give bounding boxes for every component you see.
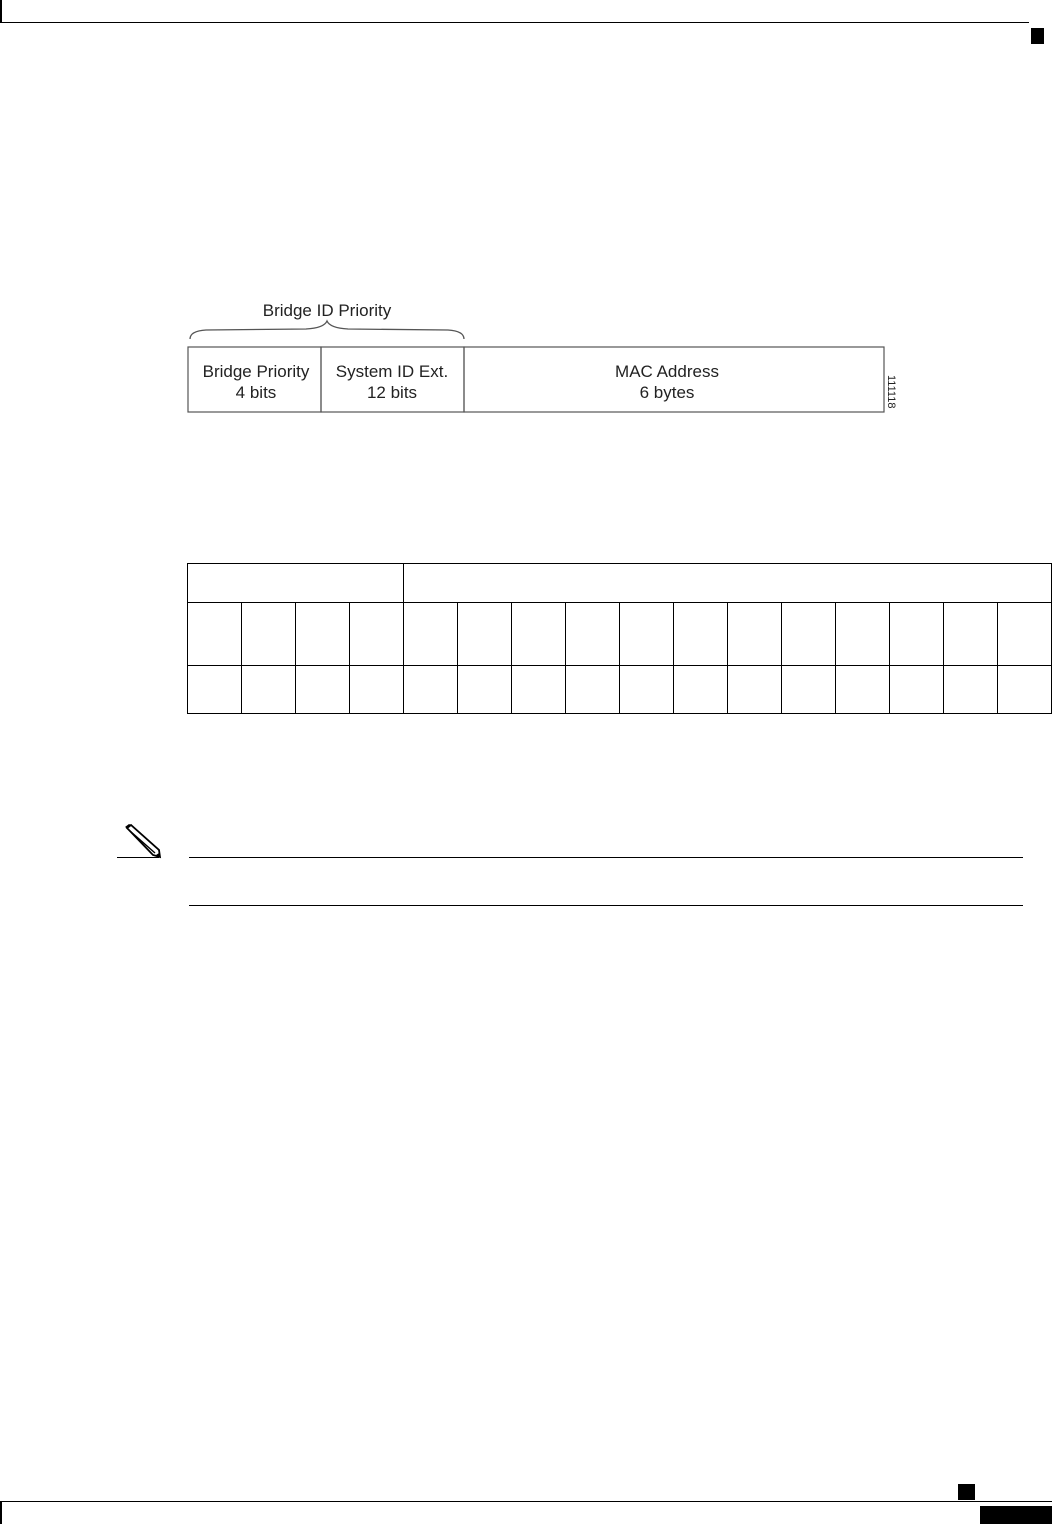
bit-cell [242, 603, 296, 666]
note-rule-bottom [189, 905, 1023, 906]
value-cell [944, 666, 998, 714]
bridge-id-figure [186, 295, 906, 420]
header-marker [1031, 28, 1044, 44]
value-cell [350, 666, 404, 714]
header-rule [0, 22, 1029, 23]
bit-cell [728, 603, 782, 666]
bit-cell [890, 603, 944, 666]
footer-rule [0, 1501, 1052, 1502]
brace-label: Bridge ID Priority [262, 301, 392, 320]
bit-cell [350, 603, 404, 666]
value-cell [404, 666, 458, 714]
bit-cell [674, 603, 728, 666]
bit-cell [998, 603, 1052, 666]
bit-table-header-extended [404, 564, 1052, 603]
field-name-bridge-priority: Bridge Priority [202, 362, 310, 381]
bit-cell [458, 603, 512, 666]
footer-tick [0, 1501, 2, 1524]
footer-page-tab [980, 1506, 1052, 1524]
bit-cell [566, 603, 620, 666]
bit-table-header-priority [188, 564, 404, 603]
field-size-bridge-priority: 4 bits [235, 383, 277, 402]
value-cell [296, 666, 350, 714]
bit-cell [404, 603, 458, 666]
value-cell [512, 666, 566, 714]
value-cell [458, 666, 512, 714]
brace [190, 321, 464, 339]
note-rule-left [117, 857, 159, 858]
value-cell [728, 666, 782, 714]
value-cell [890, 666, 944, 714]
footer-marker [958, 1484, 975, 1500]
header-tick [0, 0, 2, 22]
field-size-mac-address: 6 bytes [639, 383, 695, 402]
value-cell [242, 666, 296, 714]
value-cell [188, 666, 242, 714]
value-cell [836, 666, 890, 714]
value-cell [782, 666, 836, 714]
bit-cell [620, 603, 674, 666]
bit-cell [296, 603, 350, 666]
bit-table [187, 563, 1052, 714]
bit-cell [512, 603, 566, 666]
bit-table-bit-row [188, 603, 1052, 666]
bit-cell [782, 603, 836, 666]
pencil-note-icon [117, 824, 163, 860]
bit-cell [944, 603, 998, 666]
bit-table-header-row [188, 564, 1052, 603]
field-name-mac-address: MAC Address [615, 362, 719, 381]
value-cell [620, 666, 674, 714]
bit-cell [188, 603, 242, 666]
value-cell [674, 666, 728, 714]
field-size-system-id-ext: 12 bits [366, 383, 418, 402]
note-rule-top [189, 857, 1023, 858]
value-cell [566, 666, 620, 714]
field-name-system-id-ext: System ID Ext. [335, 362, 449, 381]
value-cell [998, 666, 1052, 714]
bit-cell [836, 603, 890, 666]
figure-id: 111118 [885, 375, 897, 409]
bit-table-value-row [188, 666, 1052, 714]
